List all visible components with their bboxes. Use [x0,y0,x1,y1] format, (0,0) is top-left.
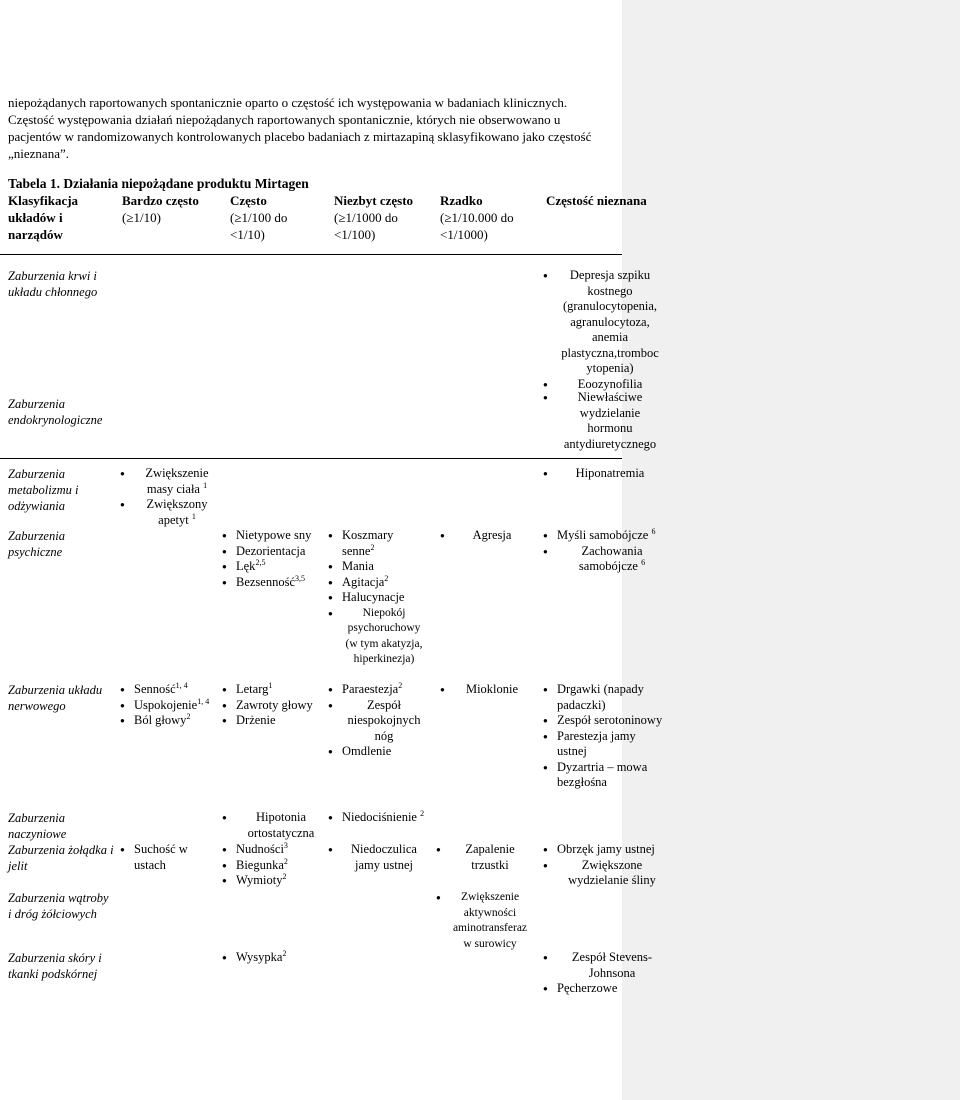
list-item: ● Depresja szpiku kostnego (granulocytopenia, agranulocytoza, anemia plastyczna,tromboc ytopenia) [543,268,663,377]
list-item: ● Zwiększenie aktywności aminotransferaz w surowicy [436,890,530,952]
list-item: ● Halucynacje [328,590,426,606]
list-item: ● Niedoczulica jamy ustnej [328,842,426,873]
header-unknown: Częstość nieznana [546,193,647,208]
list-item: ● Uspokojenie$^{1, 4}$ [120,698,220,714]
list-item: ● Eoozynofilia [543,377,663,393]
list-item: ● Parestezja jamy ustnej [543,729,667,760]
list-item: ● Lęk$^{2,5}$ [222,559,326,575]
list-item: ● Zespół serotoninowy [543,713,667,729]
list-item: ● Ból głowy$^2$ [120,713,220,729]
list-item: ● Paraestezja$^2$ [328,682,426,698]
header-uncommon-range: (≥1/1000 do <1/100) [334,210,398,242]
list-item: ● Nudności$^3$ [222,842,326,858]
nervous-uncommon-list [328,682,426,760]
gastro-uncommon-list [328,842,426,873]
metabolism-unknown-list [543,466,663,482]
list-item: ● Wysypka$^2$ [222,950,326,966]
header-very-common-range: (≥1/10) [122,210,161,225]
header-common-label: Często [230,193,267,208]
list-item: ● Zwiększenie masy ciała $^1$ [120,466,220,497]
header-divider [0,254,622,255]
header-rare [440,192,530,243]
gastro-common-list [222,842,326,889]
list-item: ● Nietypowe sny [222,528,326,544]
blood-unknown-list [543,268,663,392]
list-item: ● Mioklonie [440,682,530,698]
list-item: ● Dyzartria – mowa bezgłośna [543,760,667,791]
psychiatric-uncommon-list [328,528,426,668]
vascular-uncommon-list [328,810,426,826]
category-nervous: Zaburzenia układu nerwowego [8,683,103,713]
list-item: ● Suchość w ustach [120,842,220,873]
psychiatric-unknown-list [543,528,667,575]
psychiatric-common-list [222,528,326,590]
list-item: ● Bezsenność$^{3,5}$ [222,575,326,591]
list-item: ● Zawroty głowy [222,698,326,714]
intro-paragraph: niepożądanych raportowanych spontanicznie oparto o częstość ich występowania w badaniach klinicznych. Częstość występowania działań niepożądanych raportowanych spontanicznie, których nie obserwowano u pacjentów w randomizowanych kontrolowanych placebo badaniach z mirtazapiną sklasyfikowano jako częstość „nieznana”. [8,95,592,161]
list-item: ● Zespół niespokojnych nóg [328,698,426,745]
category-endocrine: Zaburzenia endokrynologiczne [8,397,103,427]
header-common-range: (≥1/100 do <1/10) [230,210,288,242]
header-uncommon [334,192,418,243]
list-item: ● Biegunka$^2$ [222,858,326,874]
vascular-common-list [222,810,326,841]
gastro-very-list [120,842,220,873]
skin-unknown-list [543,950,667,997]
nervous-rare-list [440,682,530,698]
gastro-unknown-list [543,842,667,889]
list-item: ● Agresja [440,528,530,544]
header-uncommon-label: Niezbyt często [334,193,414,208]
list-item: ● Pęcherzowe [543,981,667,997]
nervous-unknown-list [543,682,667,791]
list-item: ● Hiponatremia [543,466,663,482]
psychiatric-rare-list [440,528,530,544]
list-item: ● Zwiększony apetyt $^1$ [120,497,220,528]
category-gastro: Zaburzenia żołądka i jelit [8,843,114,873]
list-item: ● Zespół Stevens-Johnsona [543,950,667,981]
table-title: Tabela 1. Działania niepożądane produktu Mirtagen [8,176,309,191]
category-metabolism: Zaburzenia metabolizmu i odżywiania [8,467,79,513]
list-item: ● Zwiększone wydzielanie śliny [543,858,667,889]
list-item: ● Obrzęk jamy ustnej [543,842,667,858]
category-psychiatric: Zaburzenia psychiczne [8,529,65,559]
list-item: ● Niepokój psychoruchowy (w tym akatyzja, hiperkinezja) [328,606,426,668]
list-item: ● Zachowania samobójcze $^6$ [543,544,667,575]
list-item: ● Dezorientacja [222,544,326,560]
metabolism-very-list [120,466,220,528]
list-item: ● Koszmary senne$^2$ [328,528,426,559]
category-skin: Zaburzenia skóry i tkanki podskórnej [8,951,102,981]
hepatic-rare-list [436,890,530,952]
category-vascular: Zaburzenia naczyniowe [8,811,67,841]
skin-common-list [222,950,326,966]
list-item: ● Omdlenie [328,744,426,760]
header-common [230,192,302,243]
header-rare-label: Rzadko [440,193,483,208]
nervous-common-list [222,682,326,729]
list-item: ● Drgawki (napady padaczki) [543,682,667,713]
list-item: ● Letarg$^1$ [222,682,326,698]
category-hepatic: Zaburzenia wątroby i dróg żółciowych [8,891,109,921]
section-divider [0,458,622,459]
header-very-common-label: Bardzo często [122,193,199,208]
list-item: ● Niewłaściwe wydzielanie hormonu antydiuretycznego [543,390,663,452]
header-very-common [122,192,222,226]
nervous-very-list [120,682,220,729]
list-item: ● Niedociśnienie $^2$ [328,810,426,826]
list-item: ● Drżenie [222,713,326,729]
list-item: ● Zapalenie trzustki [436,842,530,873]
list-item: ● Hipotonia ortostatyczna [222,810,326,841]
header-rare-range: (≥1/10.000 do <1/1000) [440,210,514,242]
list-item: ● Myśli samobójcze $^6$ [543,528,667,544]
list-item: ● Mania [328,559,426,575]
gastro-rare-list [436,842,530,873]
endocrine-unknown-list [543,390,663,452]
list-item: ● Senność$^{1, 4}$ [120,682,220,698]
header-classification: Klasyfikacja układów i narządów [8,193,79,242]
category-blood: Zaburzenia krwi i układu chłonnego [8,269,98,299]
list-item: ● Wymioty$^2$ [222,873,326,889]
list-item: ● Agitacja$^2$ [328,575,426,591]
